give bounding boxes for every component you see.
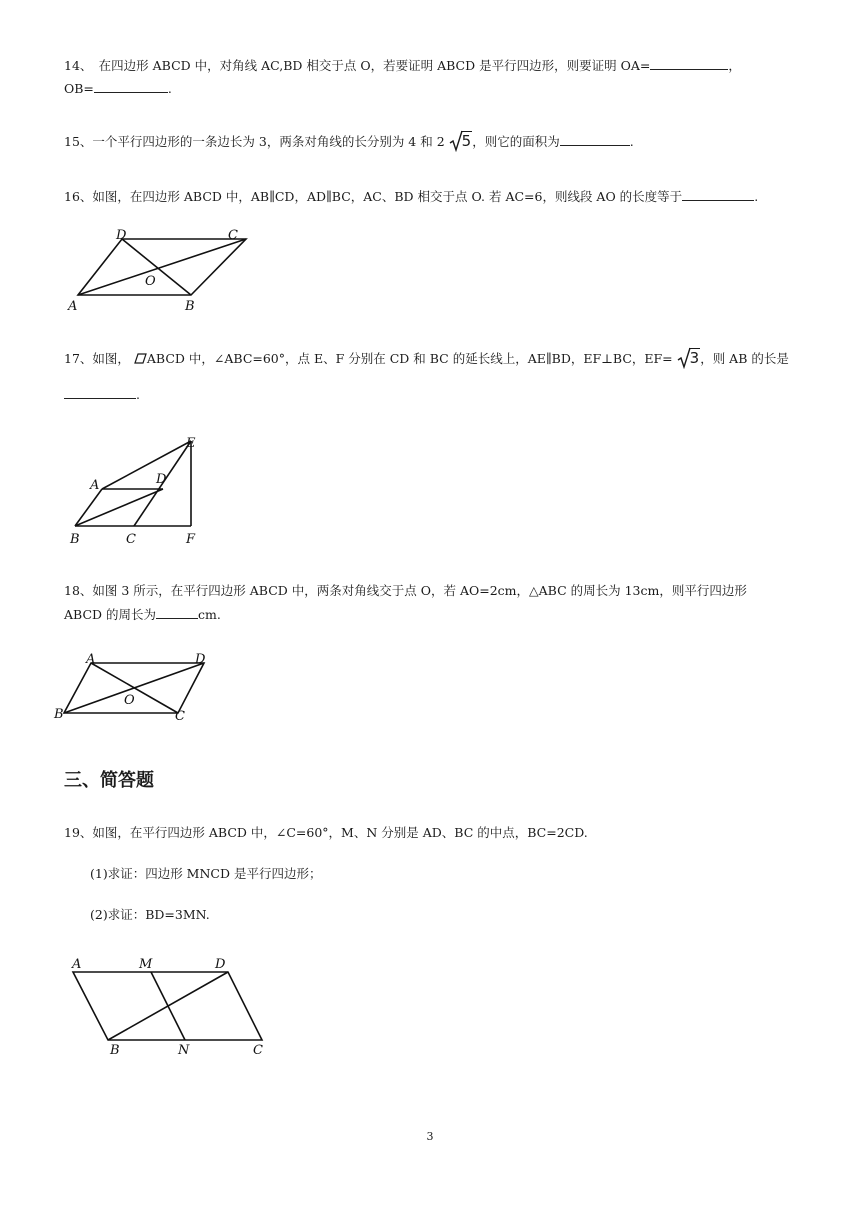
q16-line <box>64 188 758 205</box>
q19-part1 <box>90 866 321 882</box>
q19-label-c: C <box>253 1043 263 1058</box>
q18-blank <box>156 606 198 619</box>
q16-label-c: C <box>228 228 238 243</box>
q19-label-a: A <box>72 957 82 972</box>
q18-label-d: D <box>195 652 206 667</box>
q14-comma: ， <box>728 58 741 73</box>
q16-text: 16、如图，在四边形 ABCD 中，AB∥CD，AD∥BC，AC、BD 相交于点 O. 若 AC=6，则线段 AO 的长度等于 <box>64 189 683 204</box>
q18-line1 <box>64 583 747 599</box>
q14-blank-ob <box>94 80 168 93</box>
q14-blank-oa <box>650 57 728 70</box>
q16-label-b: B <box>185 299 195 314</box>
q17-label-b: B <box>70 532 80 547</box>
q19-part1-text: (1)求证：四边形 MNCD 是平行四边形； <box>90 866 322 881</box>
q16-label-d: D <box>116 228 127 243</box>
q14-period: . <box>167 81 172 96</box>
q19-label-n: N <box>178 1043 190 1058</box>
q14-ob-label: OB= <box>64 81 94 96</box>
page-number: 3 <box>426 1130 434 1143</box>
q18-text1: 18、如图 3 所示，在平行四边形 ABCD 中，两条对角线交于点 O，若 AO=2cm，△ABC 的周长为 13cm，则平行四边形 <box>64 583 747 598</box>
q19-line1 <box>64 825 588 841</box>
q17-label-d: D <box>156 472 167 487</box>
q16-blank <box>682 188 754 201</box>
q14-line1 <box>64 57 741 74</box>
q18-text2: ABCD 的周长为 <box>64 607 157 622</box>
q17-label-a: A <box>90 478 100 493</box>
q15-line <box>64 133 634 150</box>
q17-text1: 17、如图， <box>64 351 130 366</box>
q17-line1 <box>64 350 789 367</box>
q15-sqrt <box>449 133 473 149</box>
q19-part2 <box>90 907 210 923</box>
q16-label-a: A <box>68 299 78 314</box>
q15-radicand: 5 <box>461 132 472 150</box>
q19-label-d: D <box>215 957 226 972</box>
q14-line2 <box>64 80 172 97</box>
q15-blank <box>560 133 630 146</box>
q19-text1: 19、如图，在平行四边形 ABCD 中，∠C=60°，M、N 分别是 AD、BC 的中点，BC=2CD. <box>64 825 588 840</box>
radical-sign-icon <box>449 130 463 152</box>
q18-label-o: O <box>124 693 135 708</box>
q19-line-bd <box>108 972 228 1040</box>
q18-label-b: B <box>54 707 64 722</box>
q17-blank <box>64 386 136 399</box>
q17-label-e: E <box>186 436 196 451</box>
q19-label-m: M <box>139 957 153 972</box>
q18-figure <box>52 650 222 725</box>
q17-figure <box>60 432 220 552</box>
q15-period: . <box>629 134 634 149</box>
radical-sign-icon <box>677 347 691 369</box>
q16-period: . <box>754 189 759 204</box>
q16-diagonal-bd <box>122 239 191 295</box>
q18-label-a: A <box>86 652 96 667</box>
q17-text3: ，则 AB 的长是 <box>700 351 789 366</box>
q17-sqrt <box>677 350 701 366</box>
q16-label-o: O <box>145 274 156 289</box>
q15-text2: ，则它的面积为 <box>472 134 560 149</box>
q18-unit: cm. <box>198 607 221 622</box>
q19-figure <box>62 950 282 1060</box>
q18-label-c: C <box>175 709 185 724</box>
q18-line2 <box>64 606 221 623</box>
q14-text: 14、 在四边形 ABCD 中，对角线 AC,BD 相交于点 O，若要证明 ABCD 是平行四边形，则要证明 OA= <box>64 58 651 73</box>
parallelogram-icon <box>134 353 147 364</box>
section-heading: 三、简答题 <box>64 770 154 791</box>
q17-line2 <box>64 386 140 403</box>
q16-diagonal-ac <box>78 239 246 295</box>
q17-label-c: C <box>126 532 136 547</box>
q17-text2: ABCD 中，∠ABC=60°，点 E、F 分别在 CD 和 BC 的延长线上，AE∥BD，EF⊥BC，EF= <box>146 351 673 366</box>
q16-figure <box>60 226 260 316</box>
q17-period: . <box>136 387 140 402</box>
q17-line-ae <box>102 441 191 489</box>
q15-text: 15、一个平行四边形的一条边长为 3，两条对角线的长分别为 4 和 2 <box>64 134 445 149</box>
q19-part2-text: (2)求证：BD=3MN. <box>90 907 210 922</box>
q19-label-b: B <box>110 1043 120 1058</box>
q17-radicand: 3 <box>689 349 700 367</box>
q17-label-f: F <box>186 532 196 547</box>
